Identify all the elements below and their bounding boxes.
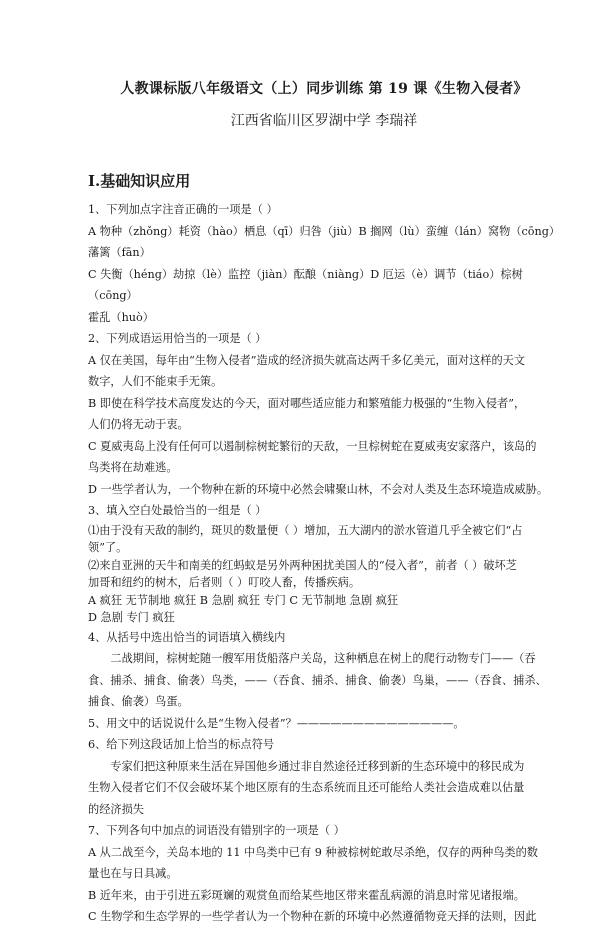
paragraph-line: 食、捕杀、捕食、偷袭）鸟类，——（吞食、捕杀、捕食、偷袭）鸟巢，——（吞食、捕杀、 bbox=[88, 673, 547, 687]
document-title: 人教课标版八年级语文（上）同步训练 第 19 课《生物入侵者》 bbox=[120, 81, 528, 97]
option-line: C 失衡（héng）劫掠（lè）监控（jiàn）酝酿（niàng）D 厄运（è）调节（tiáo）棕树（cōng） bbox=[88, 267, 523, 302]
paragraph-line: 专家们把这种原来生活在异国他乡通过非自然途径迁移到新的生态环境中的移民成为 bbox=[110, 759, 525, 773]
sentence-line: ⑴由于没有天敌的制约，斑贝的数量便（ ）增加，五大湖内的淤水管道几乎全被它们“占 bbox=[88, 523, 523, 537]
question-stem: 4、从括号中选出恰当的词语填入横线内 bbox=[88, 630, 286, 644]
option-line: A 仅在美国，每年由“生物入侵者”造成的经济损失就高达两千多亿美元，面对这样的天文 bbox=[88, 353, 526, 367]
option-line: A 从二战至今，关岛本地的 11 中鸟类中已有 9 种被棕树蛇敢尽杀绝，仅存的两种鸟类的数 bbox=[88, 845, 538, 859]
paragraph-line: 捕食、偷袭）鸟蛋。 bbox=[88, 695, 189, 708]
question-6 bbox=[88, 734, 560, 820]
option-line: 人们仍将无动于衷。 bbox=[88, 418, 189, 431]
document-author: 江西省临川区罗湖中学 李瑞祥 bbox=[230, 113, 418, 129]
option-line: 藩篱（fān） bbox=[88, 246, 151, 259]
paragraph-line: 二战期间，棕树蛇随一艘军用货船落户关岛，这种栖息在树上的爬行动物专门——（吞 bbox=[110, 652, 536, 665]
option-line: B 即使在科学技术高度发达的今天，面对哪些适应能力和繁殖能力极强的“生物入侵者”， bbox=[88, 396, 526, 410]
question-stem: 2、下列成语运用恰当的一项是（ ） bbox=[88, 332, 267, 345]
option-line: A 疯狂 无节制地 疯狂 B 急剧 疯狂 专门 C 无节制地 急剧 疯狂 bbox=[88, 593, 399, 607]
option-line: 数字，人们不能束手无策。 bbox=[88, 375, 223, 388]
option-line: B 近年来，由于引进五彩斑斓的观赏鱼而给某些地区带来霍乱病源的消息时常见诸报端。 bbox=[88, 888, 525, 902]
option-line: C 生物学和生态学界的一些学者认为一个物种在新的环境中必然遵循物竞天择的法则，因此 bbox=[88, 910, 537, 923]
option-line: D 一些学者认为，一个物种在新的环境中必然会啸聚山林，不会对人类及生态环境造成威胁。 bbox=[88, 482, 549, 496]
question-2 bbox=[88, 328, 560, 500]
question-5 bbox=[88, 713, 560, 735]
question-stem: 5、用文中的话说说什么是“生物入侵者”？——————————————。 bbox=[88, 716, 465, 730]
option-line: C 夏威夷岛上没有任何可以遏制棕树蛇繁衍的天敌，一旦棕树蛇在夏威夷安家落户，该岛的 bbox=[88, 439, 537, 453]
question-7 bbox=[88, 820, 560, 928]
option-line: D 急剧 专门 疯狂 bbox=[88, 611, 175, 624]
sentence-line: 领”了。 bbox=[88, 541, 128, 554]
paragraph-line: 生物入侵者它们不仅会破坏某个地区原有的生态系统而且还可能给人类社会造成难以估量 bbox=[88, 781, 525, 794]
question-stem: 3、填入空白处最恰当的一组是（ ） bbox=[88, 504, 267, 517]
question-stem: 6、给下列这段话加上恰当的标点符号 bbox=[88, 738, 275, 751]
option-line: 鸟类将在劫难逃。 bbox=[88, 461, 178, 474]
option-line: 霍乱（huò） bbox=[88, 310, 154, 324]
option-line: A 物种（zhǒng）耗资（hào）栖息（qī）归咎（jiù）B 搁网（lù）蛮缠（lán）窝物（cōng） bbox=[88, 224, 561, 238]
sentence-line: 加哥和纽约的树木，后者则（ ）叮咬人畜，传播疾病。 bbox=[88, 576, 361, 589]
question-stem: 1、下列加点字注音正确的一项是（ ） bbox=[88, 203, 278, 216]
question-4 bbox=[88, 627, 560, 713]
question-3 bbox=[88, 500, 560, 627]
option-line: 量也在与日具减。 bbox=[88, 867, 178, 880]
section-heading: Ⅰ.基础知识应用 bbox=[88, 172, 191, 190]
paragraph-line: 的经济损失 bbox=[88, 802, 144, 816]
question-stem: 7、下列各句中加点的词语没有错别字的一项是（ ） bbox=[88, 824, 345, 837]
sentence-line: ⑵来自亚洲的天牛和南美的红蚂蚁是另外两种困扰美国人的“侵入者”，前者（ ）破坏芝 bbox=[88, 558, 517, 572]
question-1 bbox=[88, 199, 560, 328]
